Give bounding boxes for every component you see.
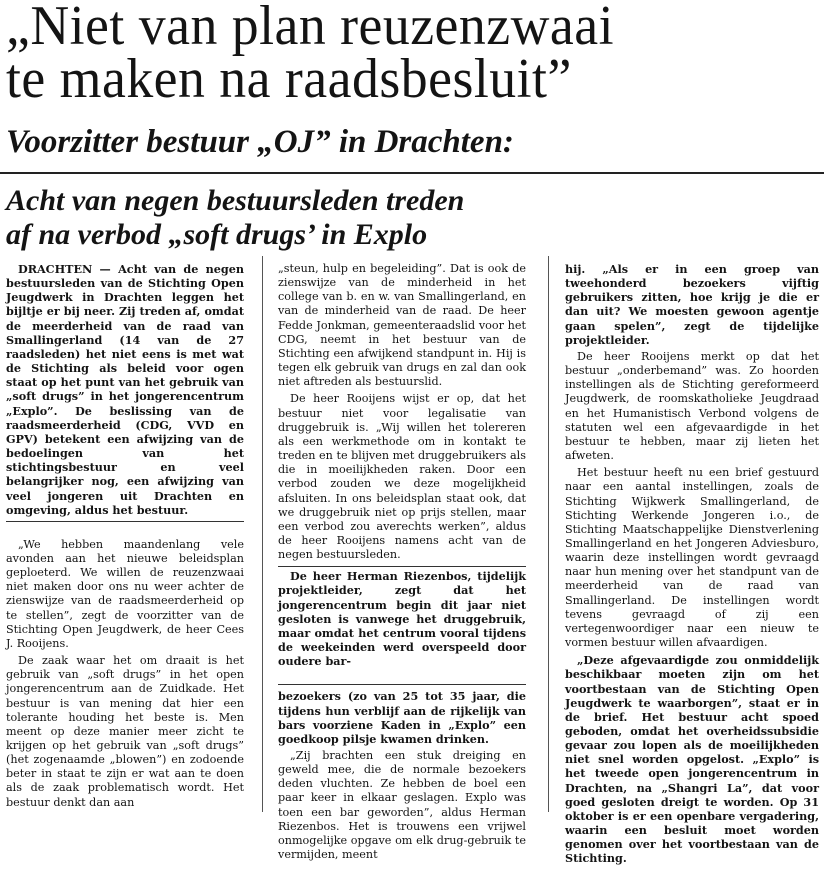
paragraph: De heer Rooijens wijst er op, dat het bestuur niet voor legalisatie van druggebruik is. „Wij willen het tolereren als een werkmethode om in kontakt te treden en te blijven met druggebruikers als die in moeilijkheden raken. Door een verbod zouden we deze mogelijkheid afsluiten. In ons beleidsplan staat ook, dat we druggebruik niet op prijs stellen, maar een verbod zou averechts werken”, aldus de heer Rooijens namens acht van de negen bestuursleden. [278, 392, 526, 562]
paragraph: De zaak waar het om draait is het gebruik van „soft drugs” in het open jongerencentrum aan de Zuidkade. Het bestuur is van mening dat hier een tolerante houding het beste is. Men meent op deze manier meer zicht te krijgen op het gebruik van „soft drugs” (het zogenaamde „blowen”) en zodoende beter in staat te zijn er wat aan te doen als de zaak problematisch wordt. Het bestuur denkt dan aan [6, 654, 244, 809]
column-divider-2 [548, 256, 549, 812]
paragraph: „steun, hulp en begeleiding”. Dat is ook de zienswijze van de minderheid in het college van b. en w. van Smallingerland, en van de minderheid van de raad. De heer Fedde Jonkman, gemeenteraadslid voor het CDG, neemt in het bestuur van de Stichting een afwijkend standpunt in. Hij is tegen elk gebruik van drugs en zal dan ook niet aftreden als bestuurslid. [278, 262, 526, 389]
paragraph: Het bestuur heeft nu een brief gestuurd naar een aantal instellingen, zoals de Stichting Wijkwerk Smallingerland, de Stichting Werkende Jongeren i.o., de Stichting Maatschappelijke Dienstverlening Smallingerland en het Jongeren Adviesburo, waarin deze instellingen wordt gevraagd naar hun mening over het standpunt van de meerderheid van de raad van Smallingerland. De instellingen wordt tevens gevraagd of zij een vertegenwoordiger naar een nieuw te vormen bestuur willen afvaardigen. [565, 466, 819, 650]
bold-paragraph: „Deze afgevaardigde zou onmiddelijk beschikbaar moeten zijn om het voortbestaan van de Stichting Open Jeugdwerk te waarborgen”, staat er in de brief. Het bestuur acht spoed geboden, omdat het overheidssubsidie gevaar zou lopen als de moeilijkheden niet snel worden opgelost. „Explo” is het tweede open jongerencentrum in Drachten, na „Shangri La”, dat voor goed gesloten dreigt te worden. Op 31 oktober is er een openbare vergadering, waarin een besluit moet worden genomen over het voortbestaan van de Stichting. [565, 653, 819, 866]
subheadline-line-1: Acht van negen bestuursleden treden [6, 184, 465, 217]
bold-paragraph: hij. „Als er in een groep van tweehonderd bezoekers vijftig gebruikers zitten, hoe krijg je die er dan uit? We moesten gewoon agentje gaan spelen”, zegt de tijdelijke projektleider. [565, 262, 819, 347]
headline [6, 0, 786, 110]
subheadline-line-2: af na verbod „soft drugs’ in Explo [6, 218, 428, 251]
kicker: Voorzitter bestuur „OJ” in Drachten: [6, 124, 514, 160]
paragraph: „We hebben maandenlang vele avonden aan het nieuwe beleidsplan geploeterd. We willen de reuzenzwaai niet maken door ons nu weer achter de zienswijze van de raadsmeerderheid op te stellen”, zegt de voorzitter van de Stichting Open Jeugdwerk, de heer Cees J. Rooijens. [6, 537, 244, 650]
article-column-2 [278, 262, 526, 865]
column-divider-1 [262, 256, 263, 812]
article-column-1 [6, 262, 244, 813]
section-rule [0, 172, 824, 174]
headline-line-2: te maken na raadsbesluit” [6, 48, 572, 110]
article-column-3 [565, 262, 819, 869]
paragraph: „Zij brachten een stuk dreiging en geweld mee, die de normale bezoekers deden vluchten. Ze hebben de boel een paar keer in elkaar geslagen. Explo was toen een bar geworden”, aldus Herman Riezenbos. Het is trouwens een vrijwel onmogelijke opgave om elk drug-gebruik te vermijden, meent [278, 749, 526, 862]
paragraph: De heer Rooijens merkt op dat het bestuur „onderbemand” was. Zo hoorden instellingen als de Stichting gereformeerd Jeugdwerk, de roomskatholieke Jeugdraad en het Humanistisch Verbond volgens de statuten wel een afgevaardigde in het bestuur te hebben, maar zij lieten het afweten. [565, 349, 819, 463]
lead-paragraph: DRACHTEN — Acht van de negen bestuursleden van de Stichting Open Jeugdwerk in Drachten leggen het bijltje er bij neer. Zij treden af, omdat de meerderheid van de raad van Smallingerland (14 van de 27 raadsleden) het niet eens is met wat de Stichting als beleid voor ogen staat op het punt van het gebruik van „soft drugs” in het jongerencentrum „Explo”. De beslissing van de raadsmeerderheid (CDG, VVD en GPV) betekent een afwijzing van de bedoelingen van het stichtingsbestuur en veel belangrijker nog, een afwijzing van veel jongeren uit Drachten en omgeving, aldus het bestuur. [6, 262, 244, 522]
subheadline [6, 184, 806, 252]
bold-paragraph-continued: bezoekers (zo van 25 tot 35 jaar, die tijdens hun verblijf aan de rijkelijk van bars voorziene Kaden in „Explo” een goedkoop pilsje kwamen drinken. [278, 684, 526, 746]
bold-paragraph: De heer Herman Riezenbos, tijdelijk projektleider, zegt dat het jongerencentrum begin dit jaar niet gesloten is vanwege het druggebruik, maar omdat het centrum vooral tijdens de weekeinden werd overspeeld door oudere bar- [278, 566, 526, 668]
headline-line-1: „Niet van plan reuzenzwaai [6, 0, 614, 57]
